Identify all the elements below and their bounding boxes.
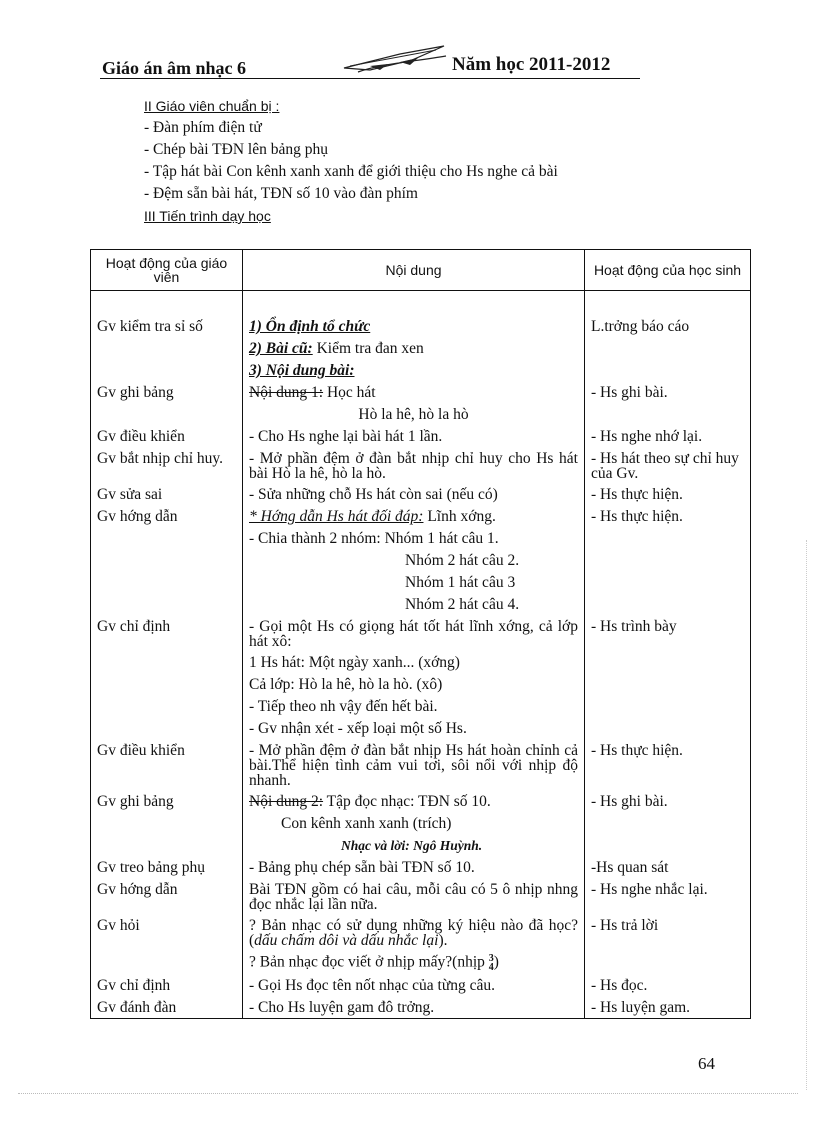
cell-text: Gv ghi bảng bbox=[97, 793, 174, 810]
student-cell bbox=[585, 918, 751, 978]
cell-text: 2) Bài cũ: bbox=[249, 340, 313, 357]
cell-text: - Bảng phụ chép sẵn bài TĐN số 10. bbox=[249, 859, 475, 876]
content-cell bbox=[243, 619, 585, 743]
student-cell bbox=[585, 978, 751, 1000]
cell-text: Gv điều khiển bbox=[97, 742, 185, 759]
header-student-activity: Hoạt động của học sinh bbox=[585, 250, 751, 291]
student-cell bbox=[585, 794, 751, 860]
cell-text: Tập đọc nhạc: TĐN số 10. bbox=[323, 793, 491, 810]
cell-text: Học hát bbox=[323, 384, 376, 401]
cell-text: - Hs hát theo sự chỉ huy của Gv. bbox=[591, 450, 739, 482]
cell-text: Gv chỉ định bbox=[97, 977, 171, 994]
cell-text: Hò la hê, hò la hò bbox=[358, 406, 469, 423]
teacher-cell bbox=[91, 291, 243, 386]
cell-text: 3) Nội dung bài: bbox=[249, 362, 355, 379]
student-cell bbox=[585, 509, 751, 619]
cell-text: - Hs đọc. bbox=[591, 977, 648, 994]
cell-text: - Mở phần đệm ở đàn bắt nhịp chỉ huy cho Hs hát bài Hò la hê, hò la hò. bbox=[249, 450, 578, 482]
teacher-cell bbox=[91, 385, 243, 429]
table-row bbox=[91, 385, 751, 429]
header-rule bbox=[100, 78, 640, 79]
table-row bbox=[91, 860, 751, 882]
cell-text: -Hs quan sát bbox=[591, 859, 669, 876]
student-cell bbox=[585, 429, 751, 451]
cell-text: Nội dung 2: bbox=[249, 793, 324, 810]
cell-text: - Hs nghe nhớ lại. bbox=[591, 428, 703, 445]
teacher-cell bbox=[91, 1000, 243, 1019]
cell-text: - Sửa những chỗ Hs hát còn sai (nếu có) bbox=[249, 486, 498, 503]
list-item: - Tập hát bài Con kênh xanh xanh để giới thiệu cho Hs nghe cả bài bbox=[144, 163, 558, 180]
cell-text: Gv hớng dẫn bbox=[97, 508, 178, 525]
cell-text: - Cho Hs nghe lại bài hát 1 lần. bbox=[249, 428, 443, 445]
content-cell bbox=[243, 429, 585, 451]
cell-text: - Gọi Hs đọc tên nốt nhạc của từng câu. bbox=[249, 977, 495, 994]
table-row bbox=[91, 451, 751, 487]
teacher-cell bbox=[91, 509, 243, 619]
teacher-cell bbox=[91, 978, 243, 1000]
cell-text: Gv chỉ định bbox=[97, 618, 171, 635]
cell-text: ? Bản nhạc đọc viết ở nhịp mấy?(nhịp bbox=[249, 953, 489, 971]
student-cell bbox=[585, 882, 751, 918]
cell-text: Gv treo bảng phụ bbox=[97, 859, 206, 876]
lesson-table bbox=[90, 249, 751, 1019]
margin-dotted-line bbox=[806, 540, 807, 1090]
table-row bbox=[91, 882, 751, 918]
cell-text: Kiểm tra đan xen bbox=[312, 340, 424, 357]
header-title-right: Năm học 2011-2012 bbox=[452, 54, 611, 75]
cell-text: Nội dung 1: bbox=[249, 384, 324, 401]
cell-text: L.trởng báo cáo bbox=[591, 318, 690, 335]
cell-text: Con kênh xanh xanh (trích) bbox=[281, 815, 452, 832]
student-cell bbox=[585, 743, 751, 794]
teacher-cell bbox=[91, 918, 243, 978]
content-cell bbox=[243, 451, 585, 487]
student-cell bbox=[585, 487, 751, 509]
content-cell bbox=[243, 860, 585, 882]
header-teacher-activity: Hoạt động của giáo viên bbox=[91, 250, 243, 291]
content-cell bbox=[243, 882, 585, 918]
content-cell bbox=[243, 978, 585, 1000]
student-cell bbox=[585, 385, 751, 429]
cell-text: - Hs luyện gam. bbox=[591, 999, 691, 1016]
cell-text: Nhạc và lời: Ngô Huỳnh. bbox=[341, 838, 483, 853]
teacher-cell bbox=[91, 794, 243, 860]
teacher-cell bbox=[91, 429, 243, 451]
cell-text: Gv điều khiển bbox=[97, 428, 185, 445]
content-cell bbox=[243, 743, 585, 794]
table-header-row bbox=[91, 250, 751, 291]
list-item: - Đàn phím điện tử bbox=[144, 119, 262, 136]
time-signature-top: 3 bbox=[488, 953, 494, 964]
cell-text: Gv hớng dẫn bbox=[97, 881, 178, 898]
cell-text: - Hs trả lời bbox=[591, 917, 659, 934]
cell-text: Nhóm 2 hát câu 2. bbox=[405, 552, 520, 569]
cell-text: 1 Hs hát: Một ngày xanh... (xớng) bbox=[249, 654, 460, 671]
cell-text: - Mở phần đệm ở đàn bắt nhịp Hs hát hoàn chỉnh cả bài.Thể hiện tình cảm vui tơi, sôi nổi với nhịp độ nhanh. bbox=[249, 742, 578, 789]
cell-text: - Hs ghi bài. bbox=[591, 793, 668, 810]
page-header bbox=[100, 40, 720, 80]
content-cell bbox=[243, 794, 585, 860]
footer-dotted-line bbox=[18, 1093, 798, 1094]
cell-text: Gv đánh đàn bbox=[97, 999, 177, 1016]
table-row bbox=[91, 743, 751, 794]
table-row bbox=[91, 291, 751, 386]
preparation-section bbox=[144, 95, 558, 227]
section-heading-preparation: II Giáo viên chuẩn bị : bbox=[144, 98, 280, 114]
quill-pen-icon bbox=[340, 42, 450, 78]
cell-text: - Hs thực hiện. bbox=[591, 508, 683, 525]
table-row bbox=[91, 619, 751, 743]
cell-text: - Cho Hs luyện gam đô trởng. bbox=[249, 999, 435, 1016]
cell-text: 1) Ổn định tổ chức bbox=[249, 318, 371, 335]
student-cell bbox=[585, 451, 751, 487]
list-item: - Chép bài TĐN lên bảng phụ bbox=[144, 141, 328, 158]
cell-text: * Hớng dẫn Hs hát đối đáp: bbox=[249, 508, 424, 525]
content-cell bbox=[243, 918, 585, 978]
teacher-cell bbox=[91, 619, 243, 743]
cell-text: - Gọi một Hs có giọng hát tốt hát lĩnh xớng, cả lớp hát xô: bbox=[249, 618, 578, 650]
table-row bbox=[91, 429, 751, 451]
table-row bbox=[91, 487, 751, 509]
cell-text: Nhóm 2 hát câu 4. bbox=[405, 596, 520, 613]
student-cell bbox=[585, 291, 751, 386]
student-cell bbox=[585, 619, 751, 743]
teacher-cell bbox=[91, 451, 243, 487]
header-title-left: Giáo án âm nhạc 6 bbox=[102, 58, 247, 78]
cell-text: - Gv nhận xét - xếp loại một số Hs. bbox=[249, 720, 467, 737]
teacher-cell bbox=[91, 487, 243, 509]
page-number: 64 bbox=[698, 1054, 715, 1073]
cell-text: dấu chấm dôi và dấu nhắc lại bbox=[254, 932, 439, 949]
content-cell bbox=[243, 509, 585, 619]
cell-text: Cả lớp: Hò la hê, hò la hò. (xô) bbox=[249, 676, 443, 693]
table-row bbox=[91, 978, 751, 1000]
time-signature-bottom: 4 bbox=[488, 962, 494, 973]
cell-text: - Hs thực hiện. bbox=[591, 742, 683, 759]
cell-text: Bài TĐN gồm có hai câu, mỗi câu có 5 ô nhịp nhng đọc nhắc lại lần nữa. bbox=[249, 881, 578, 913]
student-cell bbox=[585, 1000, 751, 1019]
content-cell bbox=[243, 1000, 585, 1019]
content-cell bbox=[243, 291, 585, 386]
cell-text: - Chia thành 2 nhóm: Nhóm 1 hát câu 1. bbox=[249, 530, 499, 547]
cell-text: - Hs thực hiện. bbox=[591, 486, 683, 503]
content-cell bbox=[243, 385, 585, 429]
cell-text: - Hs trình bày bbox=[591, 618, 677, 635]
section-heading-process: III Tiến trình dạy học bbox=[144, 208, 271, 224]
content-cell bbox=[243, 487, 585, 509]
table-row bbox=[91, 509, 751, 619]
table-row bbox=[91, 918, 751, 978]
cell-text: Gv hỏi bbox=[97, 917, 140, 934]
cell-text: - Hs nghe nhắc lại. bbox=[591, 881, 708, 898]
table-row bbox=[91, 794, 751, 860]
cell-text: Gv sửa sai bbox=[97, 486, 163, 503]
cell-text: ). bbox=[438, 932, 448, 949]
cell-text: Gv bắt nhịp chỉ huy. bbox=[97, 450, 223, 467]
cell-text: Gv kiểm tra sỉ số bbox=[97, 318, 203, 335]
list-item: - Đệm sẵn bài hát, TĐN số 10 vào đàn phím bbox=[144, 185, 418, 202]
teacher-cell bbox=[91, 860, 243, 882]
cell-text: Gv ghi bảng bbox=[97, 384, 174, 401]
cell-text: Lĩnh xớng. bbox=[423, 508, 496, 525]
student-cell bbox=[585, 860, 751, 882]
table-row bbox=[91, 1000, 751, 1019]
cell-text: ) bbox=[493, 953, 499, 971]
cell-text: ? Bản nhạc có sử dụng những ký hiệu nào đã học? ( bbox=[249, 917, 578, 949]
teacher-cell bbox=[91, 882, 243, 918]
cell-text: - Tiếp theo nh vậy đến hết bài. bbox=[249, 698, 438, 715]
header-content: Nội dung bbox=[243, 250, 585, 291]
cell-text: Nhóm 1 hát câu 3 bbox=[405, 574, 516, 591]
cell-text: - Hs ghi bài. bbox=[591, 384, 668, 401]
teacher-cell bbox=[91, 743, 243, 794]
